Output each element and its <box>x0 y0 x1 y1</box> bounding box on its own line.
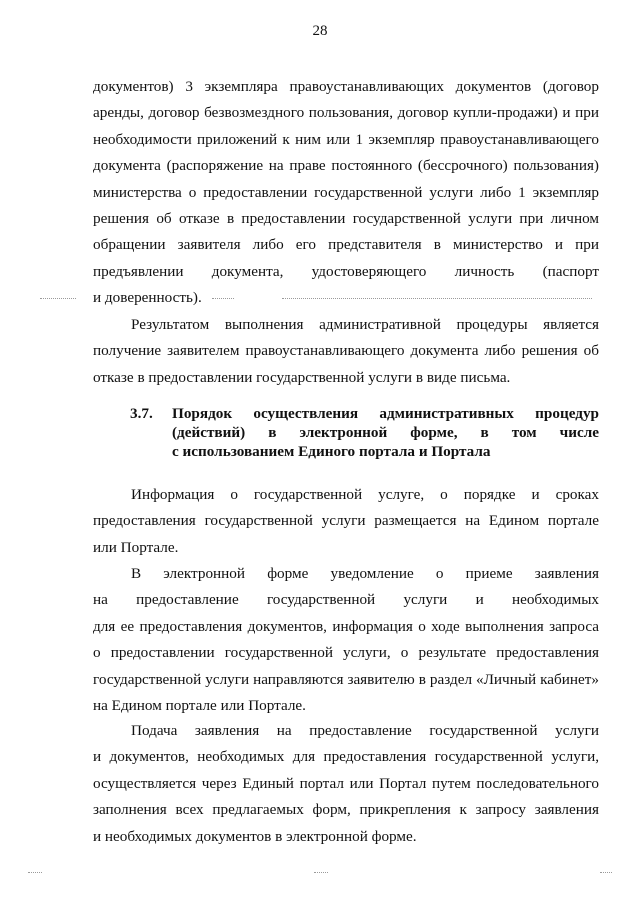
text-line: и доверенность). <box>93 289 202 307</box>
section-number: 3.7. <box>130 405 153 422</box>
text-line: документа (распоряжение на праве постоянного (бессрочного) пользования) <box>93 157 599 175</box>
paragraph-result <box>93 312 599 391</box>
paragraph-notification <box>93 561 599 719</box>
paragraph-continuation <box>93 74 599 312</box>
text-line: документов) 3 экземпляра правоустанавливающих документов (договор <box>93 78 599 95</box>
scan-artifact <box>28 872 42 874</box>
text-line: получение заявителем правоустанавливающего документа либо решения об <box>93 342 599 360</box>
text-line: на предоставление государственной услуги и необходимых <box>93 591 599 609</box>
text-line: решения об отказе в предоставлении государственной услуги при личном <box>93 209 599 227</box>
text-line: государственной услуги направляются заявителю в раздел «Личный кабинет» <box>93 670 599 688</box>
text-line: заполнения всех предлагаемых форм, прикрепления к запросу заявления <box>93 801 599 819</box>
scan-artifact <box>40 298 76 300</box>
text-line: министерства о предоставлении государственной услуги либо 1 экземпляр <box>93 183 599 201</box>
text-line: В электронной форме уведомление о приеме заявления <box>131 565 599 582</box>
text-line: Информация о государственной услуге, о порядке и сроках <box>131 486 599 503</box>
paragraph-information <box>93 482 599 561</box>
text-line: на Едином портале или Портале. <box>93 696 306 714</box>
heading-line: Порядок осуществления административных процедур <box>172 405 599 422</box>
heading-line: с использованием Единого портала и Портала <box>172 443 491 460</box>
scan-artifact <box>314 872 328 874</box>
text-line: обращении заявителя либо его представителя в министерство и при <box>93 236 599 254</box>
scan-artifact <box>282 298 592 300</box>
page-number: 28 <box>312 23 328 39</box>
text-line: необходимости приложений к ним или 1 экземпляр правоустанавливающего <box>93 130 599 148</box>
text-line: предъявлении документа, удостоверяющего личность (паспорт <box>93 262 599 280</box>
text-line: для ее предоставления документов, информация о ходе выполнения запроса <box>93 617 599 635</box>
text-line: аренды, договор безвозмездного пользования, договор купли-продажи) и при <box>93 104 599 122</box>
text-line: и документов, необходимых для предоставления государственной услуги, <box>93 748 599 766</box>
scan-artifact <box>212 298 234 300</box>
heading-line: (действий) в электронной форме, в том числе <box>172 424 599 441</box>
text-line: или Портале. <box>93 538 179 556</box>
text-line: предоставления государственной услуги размещается на Едином портале <box>93 512 599 530</box>
text-line: осуществляется через Единый портал или Портал путем последовательного <box>93 774 599 792</box>
text-line: отказе в предоставлении государственной услуги в виде письма. <box>93 368 511 386</box>
text-line: о предоставлении государственной услуги, о результате предоставления <box>93 644 599 662</box>
paragraph-submission <box>93 718 599 850</box>
scan-artifact <box>600 872 612 874</box>
section-title <box>172 404 599 461</box>
text-line: и необходимых документов в электронной форме. <box>93 827 417 845</box>
text-line: Подача заявления на предоставление государственной услуги <box>131 722 599 739</box>
text-line: Результатом выполнения административной процедуры является <box>131 316 599 333</box>
